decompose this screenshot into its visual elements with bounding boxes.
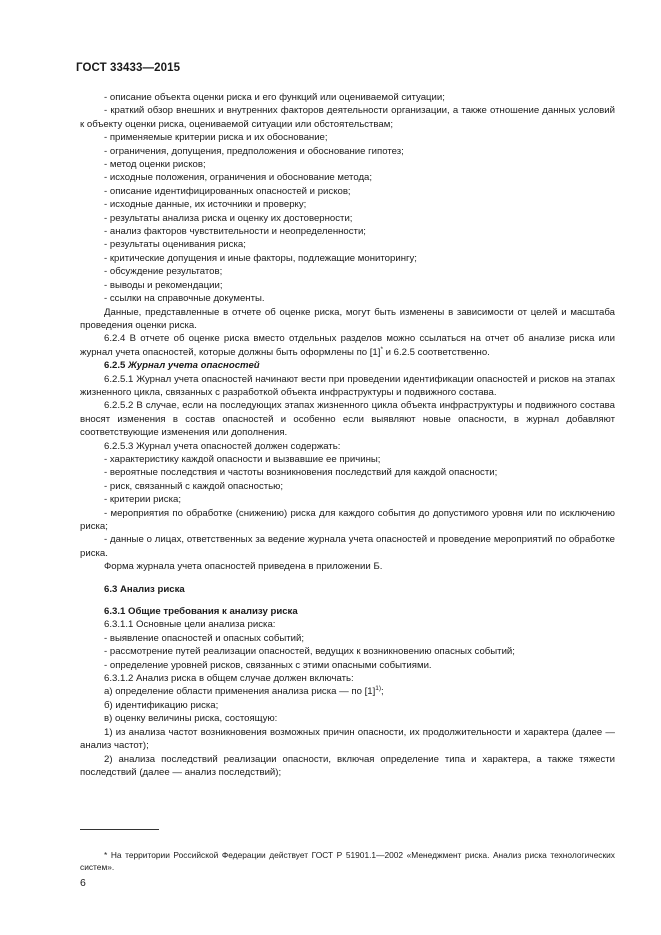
enum-item-a bbox=[80, 685, 615, 698]
list-item: - мероприятия по обработке (снижению) риска для каждого события до допустимого уровня или по исключению риска; bbox=[80, 507, 615, 532]
paragraph-text: ; bbox=[381, 686, 384, 698]
paragraph-text: 6.2.4 В отчете об оценке риска вместо отдельных разделов можно ссылаться на отчет об анализе риска или журнал учета опасностей, которые должны быть оформлены по [1] bbox=[80, 333, 615, 358]
paragraph: 6.2.5.3 Журнал учета опасностей должен содержать: bbox=[104, 440, 341, 452]
enum-item-v: в) оценку величины риска, состоящую: bbox=[104, 713, 278, 725]
list-item: - данные о лицах, ответственных за ведение журнала учета опасностей и проведение мероприятий по обработке риска. bbox=[80, 534, 615, 559]
paragraph: Данные, представленные в отчете об оценке риска, могут быть изменены в зависимости от целей и масштаба проведения оценки риска. bbox=[80, 306, 615, 331]
document-header: ГОСТ 33433—2015 bbox=[76, 62, 181, 74]
paragraph-text: и 6.2.5 соответственно. bbox=[382, 346, 490, 358]
list-item: - результаты оценивания риска; bbox=[104, 239, 246, 251]
list-item: - анализ факторов чувствительности и неопределенности; bbox=[104, 226, 366, 238]
list-item: - выводы и рекомендации; bbox=[104, 279, 223, 291]
list-item: - ограничения, допущения, предположения и обоснование гипотез; bbox=[104, 145, 404, 157]
paragraph: 6.3.1.1 Основные цели анализа риска: bbox=[104, 619, 276, 631]
paragraph-text: а) определение области применения анализа риска — по [1] bbox=[104, 686, 376, 698]
list-item: - исходные данные, их источники и проверку; bbox=[104, 199, 307, 211]
list-item: - метод оценки рисков; bbox=[104, 159, 206, 171]
footnote-divider bbox=[80, 829, 159, 830]
enum-item-b: б) идентификацию риска; bbox=[104, 699, 219, 711]
paragraph: 6.3.1.2 Анализ риска в общем случае должен включать: bbox=[104, 673, 354, 685]
list-item: - критерии риска; bbox=[104, 494, 181, 506]
section-heading-6-3: 6.3 Анализ риска bbox=[104, 583, 185, 595]
section-number: 6.2.5 bbox=[104, 360, 126, 372]
list-item: - выявление опасностей и опасных событий; bbox=[104, 632, 305, 644]
list-item: - краткий обзор внешних и внутренних факторов деятельности организации, а также отношение данных условий к объекту оценки риска, оцениваемой ситуации или обстоятельствам; bbox=[80, 105, 615, 130]
list-item: - исходные положения, ограничения и обоснование метода; bbox=[104, 172, 373, 184]
list-item: - рассмотрение путей реализации опасностей, ведущих к возникновению опасных событий; bbox=[104, 646, 515, 658]
enum-item-1: 1) из анализа частот возникновения возможных причин опасности, их продолжительности и характера (далее — анализ частот); bbox=[80, 726, 615, 752]
section-heading-6-3-1: 6.3.1 Общие требования к анализу риска bbox=[104, 606, 298, 618]
list-item: - характеристику каждой опасности и вызвавшие ее причины; bbox=[104, 453, 381, 465]
list-item: - вероятные последствия и частоты возникновения последствий для каждой опасности; bbox=[104, 467, 498, 479]
section-heading-6-2-5 bbox=[80, 359, 615, 372]
section-title: Журнал учета опасностей bbox=[128, 360, 260, 372]
paragraph-6-2-4 bbox=[80, 332, 615, 359]
list-item: - описание объекта оценки риска и его функций или оцениваемой ситуации; bbox=[104, 92, 445, 103]
page-number: 6 bbox=[80, 877, 86, 889]
paragraph: 6.2.5.2 В случае, если на последующих этапах жизненного цикла объекта инфраструктуры и подвижного состава вносят изменения в состав опасностей и особенно если выявляют новые опасности, в журнал добавляют соответствующие изменения или дополнения. bbox=[80, 400, 615, 439]
list-item: - критические допущения и иные факторы, подлежащие мониторингу; bbox=[104, 252, 417, 264]
paragraph: 6.2.5.1 Журнал учета опасностей начинают вести при проведении идентификации опасностей и рисков на этапах жизненного цикла, связанных с разработкой объекта инфраструктуры и подвижного состава. bbox=[80, 373, 615, 398]
list-item: - риск, связанный с каждой опасностью; bbox=[104, 480, 284, 492]
enum-item-2: 2) анализа последствий реализации опасности, включая определение типа и характера, а также тяжести последствий (далее — анализ последствий); bbox=[80, 753, 615, 778]
page-body bbox=[80, 91, 615, 779]
footnote: * На территории Российской Федерации действует ГОСТ Р 51901.1—2002 «Менеджмент риска. Анализ риска технологических систем». bbox=[80, 850, 615, 873]
footnote-reference[interactable]: 1) bbox=[375, 685, 382, 693]
list-item: - описание идентифицированных опасностей и рисков; bbox=[104, 185, 351, 197]
footnote-reference[interactable]: * bbox=[380, 345, 383, 353]
paragraph: Форма журнала учета опасностей приведена в приложении Б. bbox=[104, 561, 383, 573]
list-item: - ссылки на справочные документы. bbox=[104, 293, 265, 305]
list-item: - обсуждение результатов; bbox=[104, 266, 223, 278]
list-item: - результаты анализа риска и оценку их достоверности; bbox=[104, 212, 353, 224]
list-item: - применяемые критерии риска и их обоснование; bbox=[104, 132, 328, 144]
list-item: - определение уровней рисков, связанных с этими опасными событиями. bbox=[104, 659, 432, 671]
